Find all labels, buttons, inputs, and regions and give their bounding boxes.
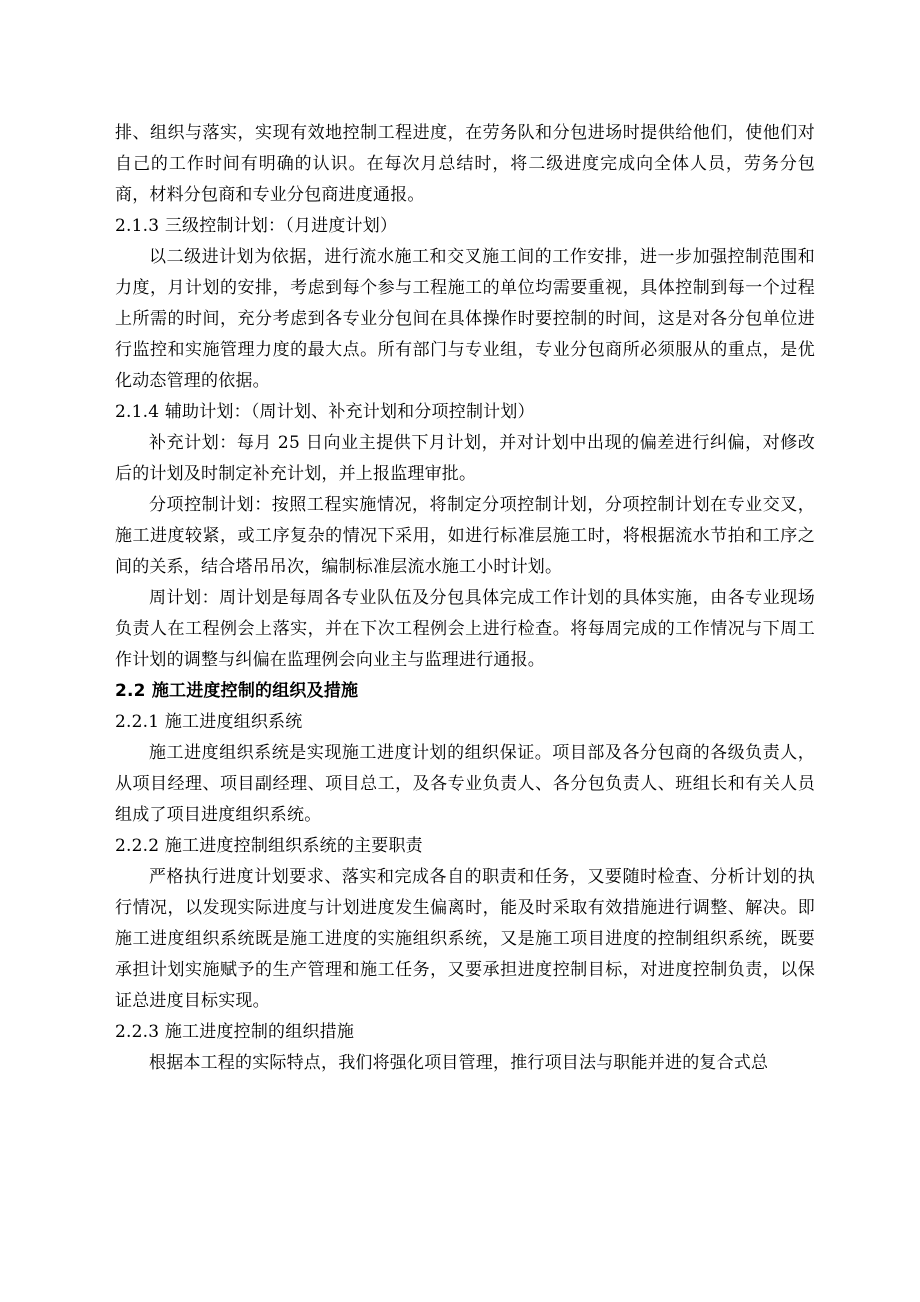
section-heading-2-1-4: 2.1.4 辅助计划：（周计划、补充计划和分项控制计划） [115, 402, 535, 422]
paragraph: 分项控制计划：按照工程实施情况，将制定分项控制计划，分项控制计划在专业交叉，施工进度较紧，或工序复杂的情况下采用，如进行标准层施工时，将根据流水节拍和工序之间的关系，结合塔吊吊次，编制标准层流水施工小时计划。 [115, 495, 815, 577]
paragraph: 周计划：周计划是每周各专业队伍及分包具体完成工作计划的具体实施，由各专业现场负责人在工程例会上落实，并在下次工程例会上进行检查。将每周完成的工作情况与下周工作计划的调整与纠偏在监理例会向业主与监理进行通报。 [115, 588, 815, 670]
paragraph: 根据本工程的实际特点，我们将强化项目管理，推行项目法与职能并进的复合式总 [149, 1053, 769, 1073]
section-heading-2-2-1: 2.2.1 施工进度组织系统 [115, 712, 303, 732]
paragraph: 补充计划：每月 25 日向业主提供下月计划，并对计划中出现的偏差进行纠偏，对修改后的计划及时制定补充计划，并上报监理审批。 [115, 433, 815, 484]
paragraph: 施工进度组织系统是实现施工进度计划的组织保证。项目部及各分包商的各级负责人，从项目经理、项目副经理、项目总工，及各专业负责人、各分包负责人、班组长和有关人员组成了项目进度组织系统。 [115, 743, 815, 825]
section-heading-2-1-3: 2.1.3 三级控制计划：（月进度计划） [115, 216, 398, 236]
section-heading-2-2: 2.2 施工进度控制的组织及措施 [115, 681, 359, 701]
paragraph-continued: 排、组织与落实，实现有效地控制工程进度，在劳务队和分包进场时提供给他们，使他们对自己的工作时间有明确的认识。在每次月总结时，将二级进度完成向全体人员，劳务分包商，材料分包商和专业分包商进度通报。 [115, 123, 815, 205]
section-heading-2-2-3: 2.2.3 施工进度控制的组织措施 [115, 1022, 355, 1042]
paragraph: 以二级进计划为依据，进行流水施工和交叉施工间的工作安排，进一步加强控制范围和力度，月计划的安排，考虑到每个参与工程施工的单位均需要重视，具体控制到每一个过程上所需的时间，充分考虑到各专业分包间在具体操作时要控制的时间，这是对各分包单位进行监控和实施管理力度的最大点。所有部门与专业组，专业分包商所必须服从的重点，是优化动态管理的依据。 [115, 247, 815, 391]
document-body [115, 118, 815, 1079]
section-heading-2-2-2: 2.2.2 施工进度控制组织系统的主要职责 [115, 836, 423, 856]
paragraph: 严格执行进度计划要求、落实和完成各自的职责和任务，又要随时检查、分析计划的执行情况，以发现实际进度与计划进度发生偏离时，能及时采取有效措施进行调整、解决。即施工进度组织系统既是施工进度的实施组织系统，又是施工项目进度的控制组织系统，既要承担计划实施赋予的生产管理和施工任务，又要承担进度控制目标，对进度控制负责，以保证总进度目标实现。 [115, 867, 815, 1011]
